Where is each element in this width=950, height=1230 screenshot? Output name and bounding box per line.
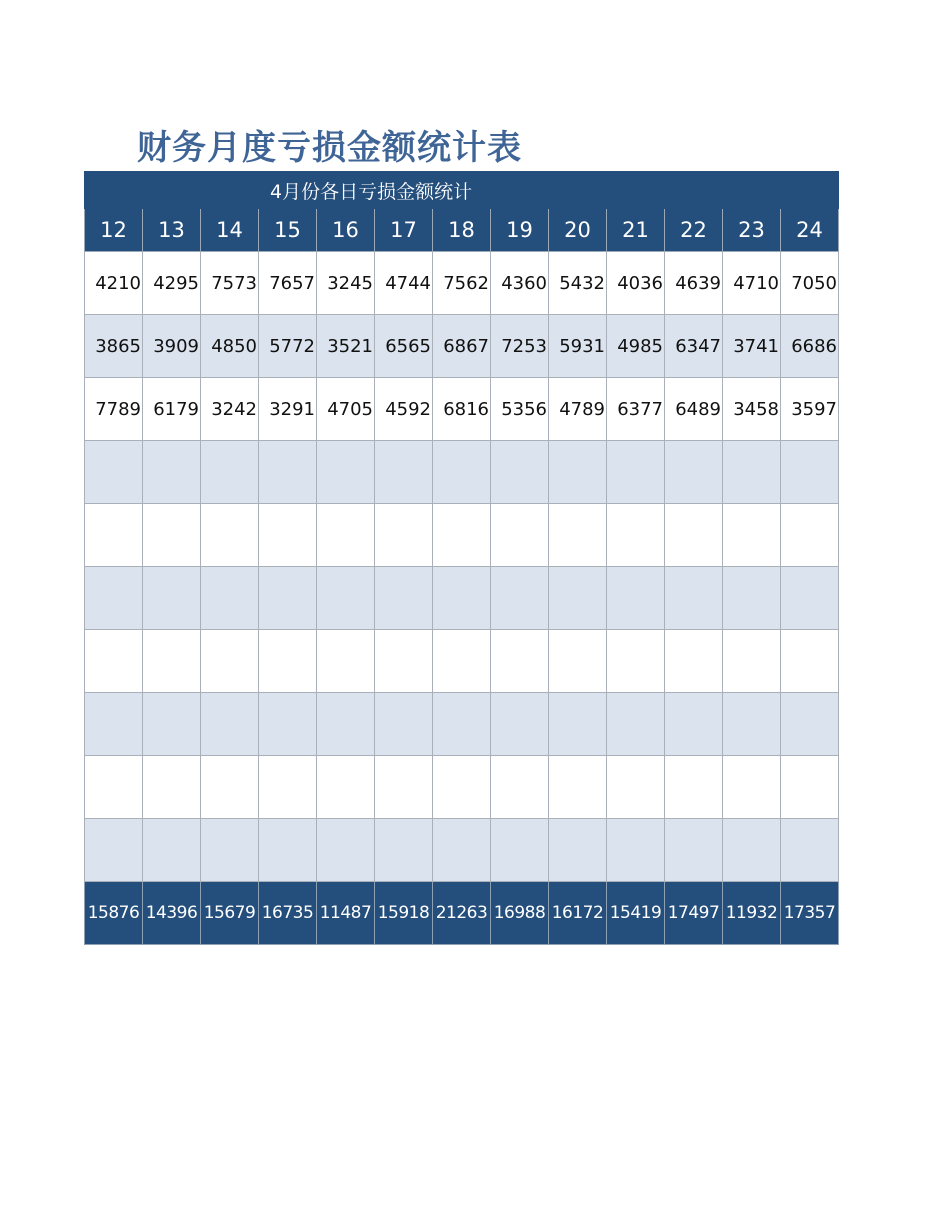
table-cell[interactable] — [317, 756, 375, 819]
table-cell[interactable] — [201, 567, 259, 630]
table-cell[interactable] — [201, 441, 259, 504]
table-cell[interactable] — [491, 567, 549, 630]
table-cell[interactable]: 5356 — [491, 378, 549, 441]
day-header-cell[interactable]: 19 — [491, 209, 549, 252]
table-cell[interactable] — [259, 441, 317, 504]
table-cell[interactable] — [317, 441, 375, 504]
day-header-cell[interactable]: 21 — [607, 209, 665, 252]
table-cell[interactable] — [607, 630, 665, 693]
table-cell[interactable] — [723, 504, 781, 567]
table-cell[interactable] — [491, 693, 549, 756]
table-cell[interactable] — [665, 630, 723, 693]
day-header-cell[interactable]: 14 — [201, 209, 259, 252]
day-header-cell[interactable]: 18 — [433, 209, 491, 252]
table-cell[interactable]: 7789 — [85, 378, 143, 441]
table-row — [85, 693, 839, 756]
table-cell[interactable] — [317, 693, 375, 756]
table-cell[interactable] — [491, 504, 549, 567]
table-cell[interactable]: 4036 — [607, 252, 665, 315]
table-row — [85, 567, 839, 630]
table-cell[interactable] — [201, 756, 259, 819]
total-cell[interactable]: 15876 — [85, 882, 143, 945]
table-cell[interactable]: 6816 — [433, 378, 491, 441]
table-cell[interactable] — [665, 819, 723, 882]
table-cell[interactable] — [259, 504, 317, 567]
table-cell[interactable]: 6686 — [781, 315, 839, 378]
table-cell[interactable]: 4985 — [607, 315, 665, 378]
day-header-cell[interactable]: 23 — [723, 209, 781, 252]
table-cell[interactable]: 3865 — [85, 315, 143, 378]
total-cell[interactable]: 14396 — [143, 882, 201, 945]
table-cell[interactable] — [491, 756, 549, 819]
table-cell[interactable] — [259, 819, 317, 882]
table-cell[interactable]: 4705 — [317, 378, 375, 441]
table-cell[interactable]: 3245 — [317, 252, 375, 315]
total-cell[interactable]: 16988 — [491, 882, 549, 945]
table-cell[interactable] — [85, 819, 143, 882]
total-cell[interactable]: 11932 — [723, 882, 781, 945]
table-cell[interactable] — [85, 441, 143, 504]
table-cell[interactable] — [607, 504, 665, 567]
table-cell[interactable]: 4360 — [491, 252, 549, 315]
table-cell[interactable] — [143, 693, 201, 756]
table-cell[interactable] — [723, 441, 781, 504]
total-cell[interactable]: 21263 — [433, 882, 491, 945]
table-cell[interactable] — [549, 504, 607, 567]
table-cell[interactable]: 3909 — [143, 315, 201, 378]
day-header-cell[interactable]: 13 — [143, 209, 201, 252]
table-cell[interactable] — [259, 630, 317, 693]
table-cell[interactable]: 4592 — [375, 378, 433, 441]
table-cell[interactable] — [259, 756, 317, 819]
table-cell[interactable] — [549, 441, 607, 504]
table-cell[interactable] — [491, 819, 549, 882]
table-cell[interactable] — [491, 630, 549, 693]
total-cell[interactable]: 17357 — [781, 882, 839, 945]
table-cell[interactable] — [433, 567, 491, 630]
table-banner-row — [85, 172, 839, 209]
day-header-cell[interactable]: 24 — [781, 209, 839, 252]
table-row — [85, 252, 839, 315]
table-cell[interactable]: 3597 — [781, 378, 839, 441]
table-cell[interactable]: 4789 — [549, 378, 607, 441]
table-cell[interactable] — [723, 756, 781, 819]
table-cell[interactable] — [375, 441, 433, 504]
total-cell[interactable]: 15679 — [201, 882, 259, 945]
total-cell[interactable]: 16172 — [549, 882, 607, 945]
table-cell[interactable] — [143, 819, 201, 882]
table-cell[interactable] — [723, 567, 781, 630]
table-cell[interactable] — [549, 819, 607, 882]
table-cell[interactable]: 6377 — [607, 378, 665, 441]
page-title: 财务月度亏损金额统计表 — [137, 128, 522, 168]
table-cell[interactable]: 3741 — [723, 315, 781, 378]
table-row — [85, 630, 839, 693]
table-cell[interactable] — [781, 504, 839, 567]
table-cell[interactable] — [781, 756, 839, 819]
totals-row — [85, 882, 839, 945]
table-row — [85, 504, 839, 567]
table-cell[interactable] — [143, 441, 201, 504]
table-cell[interactable]: 3458 — [723, 378, 781, 441]
table-cell[interactable] — [201, 504, 259, 567]
table-cell[interactable] — [781, 693, 839, 756]
table-cell[interactable] — [259, 693, 317, 756]
table-cell[interactable] — [259, 567, 317, 630]
table-cell[interactable] — [665, 693, 723, 756]
table-cell[interactable] — [665, 756, 723, 819]
table-cell[interactable] — [85, 504, 143, 567]
table-cell[interactable] — [201, 819, 259, 882]
table-cell[interactable] — [85, 693, 143, 756]
table-cell[interactable] — [143, 756, 201, 819]
table-cell[interactable] — [665, 441, 723, 504]
table-cell[interactable] — [201, 693, 259, 756]
table-cell[interactable] — [607, 819, 665, 882]
table-cell[interactable] — [433, 819, 491, 882]
table-cell[interactable] — [375, 756, 433, 819]
table-cell[interactable] — [549, 693, 607, 756]
table-cell[interactable] — [375, 819, 433, 882]
table-cell[interactable]: 4710 — [723, 252, 781, 315]
day-header-cell[interactable]: 15 — [259, 209, 317, 252]
table-cell[interactable]: 3521 — [317, 315, 375, 378]
table-cell[interactable] — [607, 567, 665, 630]
day-header-cell[interactable]: 12 — [85, 209, 143, 252]
table-cell[interactable] — [433, 504, 491, 567]
day-header-cell[interactable]: 20 — [549, 209, 607, 252]
day-header-cell[interactable]: 17 — [375, 209, 433, 252]
table-cell[interactable] — [433, 630, 491, 693]
table-cell[interactable]: 4295 — [143, 252, 201, 315]
loss-table — [84, 171, 839, 945]
table-row — [85, 378, 839, 441]
total-cell[interactable]: 15419 — [607, 882, 665, 945]
table-cell[interactable]: 4210 — [85, 252, 143, 315]
table-cell[interactable]: 7657 — [259, 252, 317, 315]
table-cell[interactable] — [607, 693, 665, 756]
table-cell[interactable] — [607, 441, 665, 504]
total-cell[interactable]: 16735 — [259, 882, 317, 945]
total-cell[interactable]: 15918 — [375, 882, 433, 945]
day-header-cell[interactable]: 22 — [665, 209, 723, 252]
table-cell[interactable]: 7253 — [491, 315, 549, 378]
table-cell[interactable]: 3291 — [259, 378, 317, 441]
table-cell[interactable]: 6489 — [665, 378, 723, 441]
table-cell[interactable]: 7573 — [201, 252, 259, 315]
table-cell[interactable] — [143, 630, 201, 693]
table-cell[interactable] — [665, 504, 723, 567]
table-cell[interactable] — [201, 630, 259, 693]
table-cell[interactable] — [665, 567, 723, 630]
table-cell[interactable] — [781, 441, 839, 504]
table-cell[interactable]: 4744 — [375, 252, 433, 315]
table-cell[interactable] — [723, 693, 781, 756]
table-cell[interactable] — [491, 441, 549, 504]
table-cell[interactable]: 5772 — [259, 315, 317, 378]
table-cell[interactable] — [375, 693, 433, 756]
table-cell[interactable] — [781, 819, 839, 882]
table-cell[interactable] — [317, 819, 375, 882]
table-cell[interactable]: 6347 — [665, 315, 723, 378]
table-row — [85, 441, 839, 504]
table-cell[interactable] — [433, 756, 491, 819]
table-cell[interactable] — [781, 630, 839, 693]
table-cell[interactable] — [433, 693, 491, 756]
day-header-row — [85, 209, 839, 252]
table-cell[interactable] — [549, 630, 607, 693]
table-cell[interactable] — [549, 567, 607, 630]
table-cell[interactable]: 5931 — [549, 315, 607, 378]
total-cell[interactable]: 17497 — [665, 882, 723, 945]
table-cell[interactable]: 5432 — [549, 252, 607, 315]
table-cell[interactable] — [317, 630, 375, 693]
table-cell[interactable] — [375, 567, 433, 630]
table-row — [85, 756, 839, 819]
table-cell[interactable]: 3242 — [201, 378, 259, 441]
table-cell[interactable] — [143, 567, 201, 630]
table-cell[interactable] — [143, 504, 201, 567]
table-cell[interactable] — [317, 504, 375, 567]
table-cell[interactable] — [607, 756, 665, 819]
table-cell[interactable] — [781, 567, 839, 630]
table-cell[interactable] — [549, 756, 607, 819]
total-cell[interactable]: 11487 — [317, 882, 375, 945]
table-banner: 4月份各日亏损金额统计 — [85, 172, 839, 209]
table-row — [85, 315, 839, 378]
table-cell[interactable]: 6565 — [375, 315, 433, 378]
table-cell[interactable] — [375, 504, 433, 567]
day-header-cell[interactable]: 16 — [317, 209, 375, 252]
table-cell[interactable] — [85, 567, 143, 630]
table-cell[interactable]: 7562 — [433, 252, 491, 315]
table-cell[interactable]: 6179 — [143, 378, 201, 441]
table-cell[interactable] — [375, 630, 433, 693]
table-cell[interactable]: 7050 — [781, 252, 839, 315]
table-cell[interactable] — [317, 567, 375, 630]
table-cell[interactable] — [723, 819, 781, 882]
table-cell[interactable]: 4639 — [665, 252, 723, 315]
table-cell[interactable]: 4850 — [201, 315, 259, 378]
table-row — [85, 819, 839, 882]
table-cell[interactable] — [85, 630, 143, 693]
table-cell[interactable] — [433, 441, 491, 504]
table-cell[interactable]: 6867 — [433, 315, 491, 378]
table-cell[interactable] — [723, 630, 781, 693]
table-cell[interactable] — [85, 756, 143, 819]
